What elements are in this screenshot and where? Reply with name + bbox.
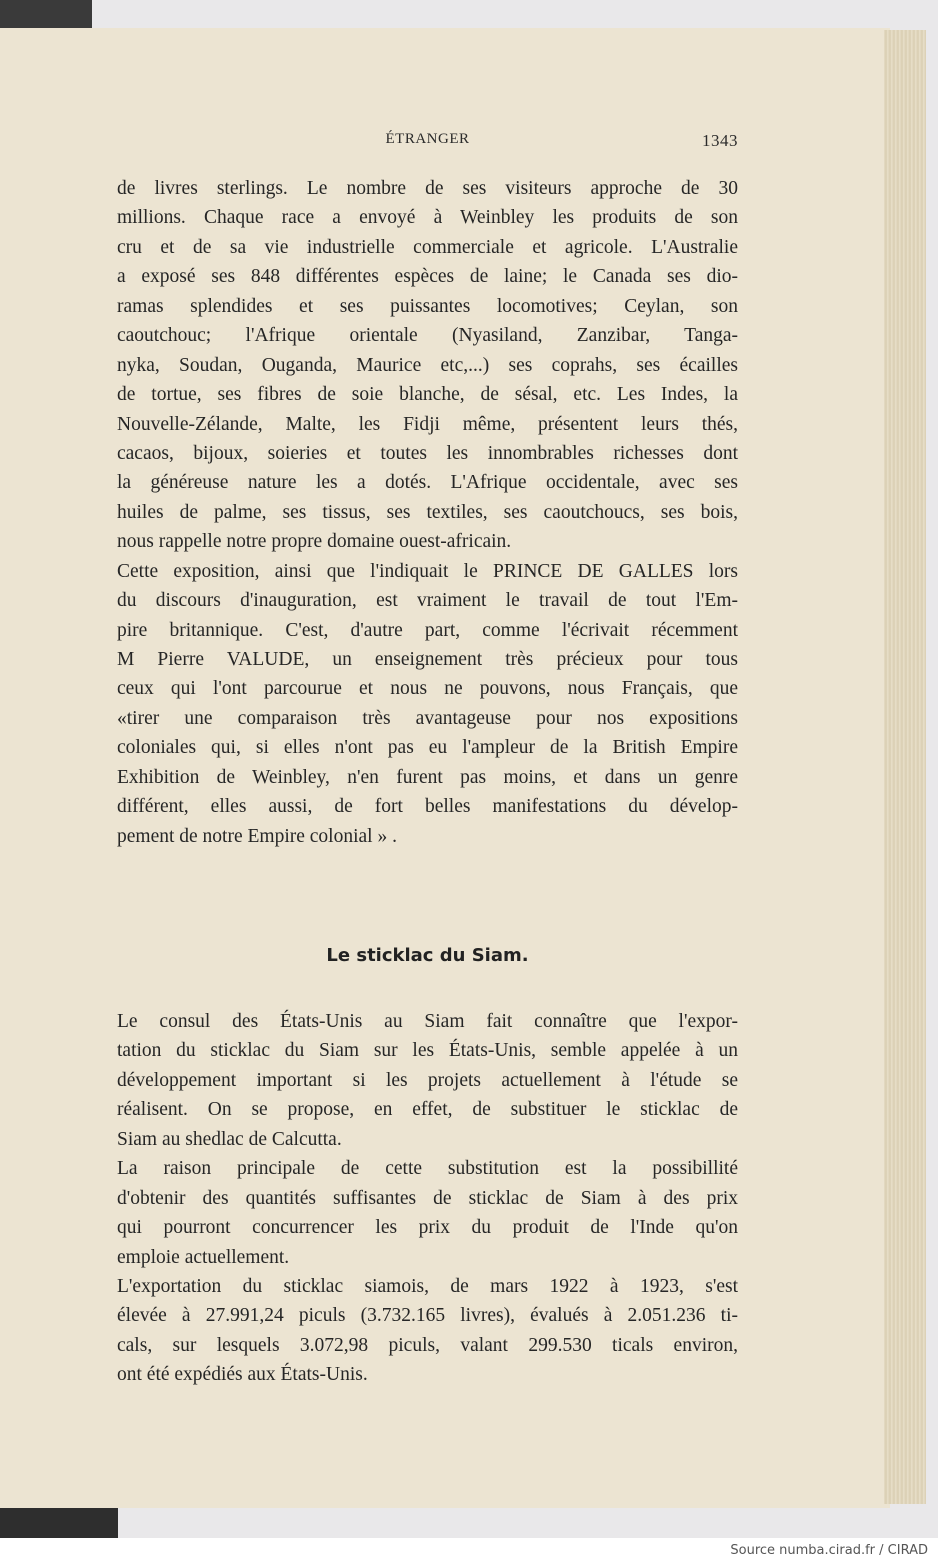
text-line: cals, sur lesquels 3.072,98 piculs, valant 299.530 ticals environ, bbox=[117, 1334, 738, 1356]
text-line: du discours d'inauguration, est vraiment le travail de tout l'Em- bbox=[117, 590, 738, 612]
text-line: développement important si les projets actuellement à l'étude se bbox=[117, 1069, 738, 1091]
text-line: Le consul des États-Unis au Siam fait connaître que l'expor- bbox=[117, 1011, 738, 1032]
scan-corner-bottom bbox=[0, 1506, 118, 1538]
running-head-title: ÉTRANGER bbox=[385, 131, 470, 147]
text-line: cacaos, bijoux, soieries et toutes les innombrables richesses dont bbox=[117, 442, 738, 464]
running-head bbox=[117, 131, 738, 153]
scan-corner-top bbox=[0, 0, 92, 30]
source-credit: Source numba.cirad.fr / CIRAD bbox=[730, 1543, 928, 1558]
text-line: d'obtenir des quantités suffisantes de sticklac de Siam à des prix bbox=[117, 1187, 738, 1209]
text-line: Exhibition de Weinbley, n'en furent pas moins, et dans un genre bbox=[117, 766, 738, 788]
text-line: de tortue, ses fibres de soie blanche, de sésal, etc. Les Indes, la bbox=[117, 384, 738, 406]
text-line: emploie actuellement. bbox=[117, 1246, 290, 1268]
paragraph bbox=[117, 1154, 738, 1272]
text-line: cru et de sa vie industrielle commerciale et agricole. L'Australie bbox=[117, 236, 738, 258]
text-line: coloniales qui, si elles n'ont pas eu l'ampleur de la British Empire bbox=[117, 737, 738, 759]
text-line: «tirer une comparaison très avantageuse pour nos expositions bbox=[117, 707, 738, 729]
text-line: M Pierre VALUDE, un enseignement très précieux pour tous bbox=[117, 649, 738, 670]
text-line: ceux qui l'ont parcourue et nous ne pouvons, nous Français, que bbox=[117, 678, 738, 700]
paragraph bbox=[117, 174, 738, 557]
text-line: tation du sticklac du Siam sur les États-Unis, semble appelée à un bbox=[117, 1040, 738, 1062]
text-line: L'exportation du sticklac siamois, de mars 1922 à 1923, s'est bbox=[117, 1275, 738, 1297]
text-line: ont été expédiés aux États-Unis. bbox=[117, 1364, 368, 1386]
text-line: pire britannique. C'est, d'autre part, comme l'écrivait récemment bbox=[117, 619, 738, 641]
text-line: ramas splendides et ses puissantes locomotives; Ceylan, son bbox=[117, 295, 738, 317]
section-heading: Le sticklac du Siam. bbox=[326, 945, 529, 966]
text-line: Cette exposition, ainsi que l'indiquait le PRINCE DE GALLES lors bbox=[117, 560, 738, 582]
text-line: réalisent. On se propose, en effet, de substituer le sticklac de bbox=[117, 1099, 738, 1121]
paragraph bbox=[117, 557, 738, 851]
text-line: millions. Chaque race a envoyé à Weinbley les produits de son bbox=[117, 207, 738, 229]
text-line: pement de notre Empire colonial » . bbox=[117, 825, 397, 847]
text-line: la généreuse nature les a dotés. L'Afrique occidentale, avec ses bbox=[117, 472, 738, 494]
text-line: caoutchouc; l'Afrique orientale (Nyasiland, Zanzibar, Tanga- bbox=[117, 325, 738, 347]
text-line: nous rappelle notre propre domaine ouest-africain. bbox=[117, 531, 512, 553]
text-line: a exposé ses 848 différentes espèces de laine; le Canada ses dio- bbox=[117, 266, 738, 288]
body-text-section-two bbox=[117, 1007, 738, 1390]
text-line: qui pourront concurrencer les prix du produit de l'Inde qu'on bbox=[117, 1217, 738, 1239]
text-line: La raison principale de cette substitution est la possibillité bbox=[117, 1158, 738, 1180]
page-edge bbox=[884, 30, 926, 1504]
text-line: Siam au shedlac de Calcutta. bbox=[117, 1128, 342, 1150]
text-line: différent, elles aussi, de fort belles manifestations du dévelop- bbox=[117, 796, 738, 818]
page-number: 1343 bbox=[702, 131, 738, 150]
text-line: de livres sterlings. Le nombre de ses visiteurs approche de 30 bbox=[117, 178, 738, 199]
text-line: Nouvelle-Zélande, Malte, les Fidji même, présentent leurs thés, bbox=[117, 413, 738, 435]
paragraph bbox=[117, 1007, 738, 1154]
text-line: huiles de palme, ses tissus, ses textiles, ses caoutchoucs, ses bois, bbox=[117, 501, 738, 523]
text-line: élevée à 27.991,24 piculs (3.732.165 livres), évalués à 2.051.236 ti- bbox=[117, 1305, 738, 1327]
paragraph bbox=[117, 1272, 738, 1390]
text-line: nyka, Soudan, Ouganda, Maurice etc,...) ses coprahs, ses écailles bbox=[117, 354, 738, 376]
body-text-section-one bbox=[117, 174, 738, 851]
